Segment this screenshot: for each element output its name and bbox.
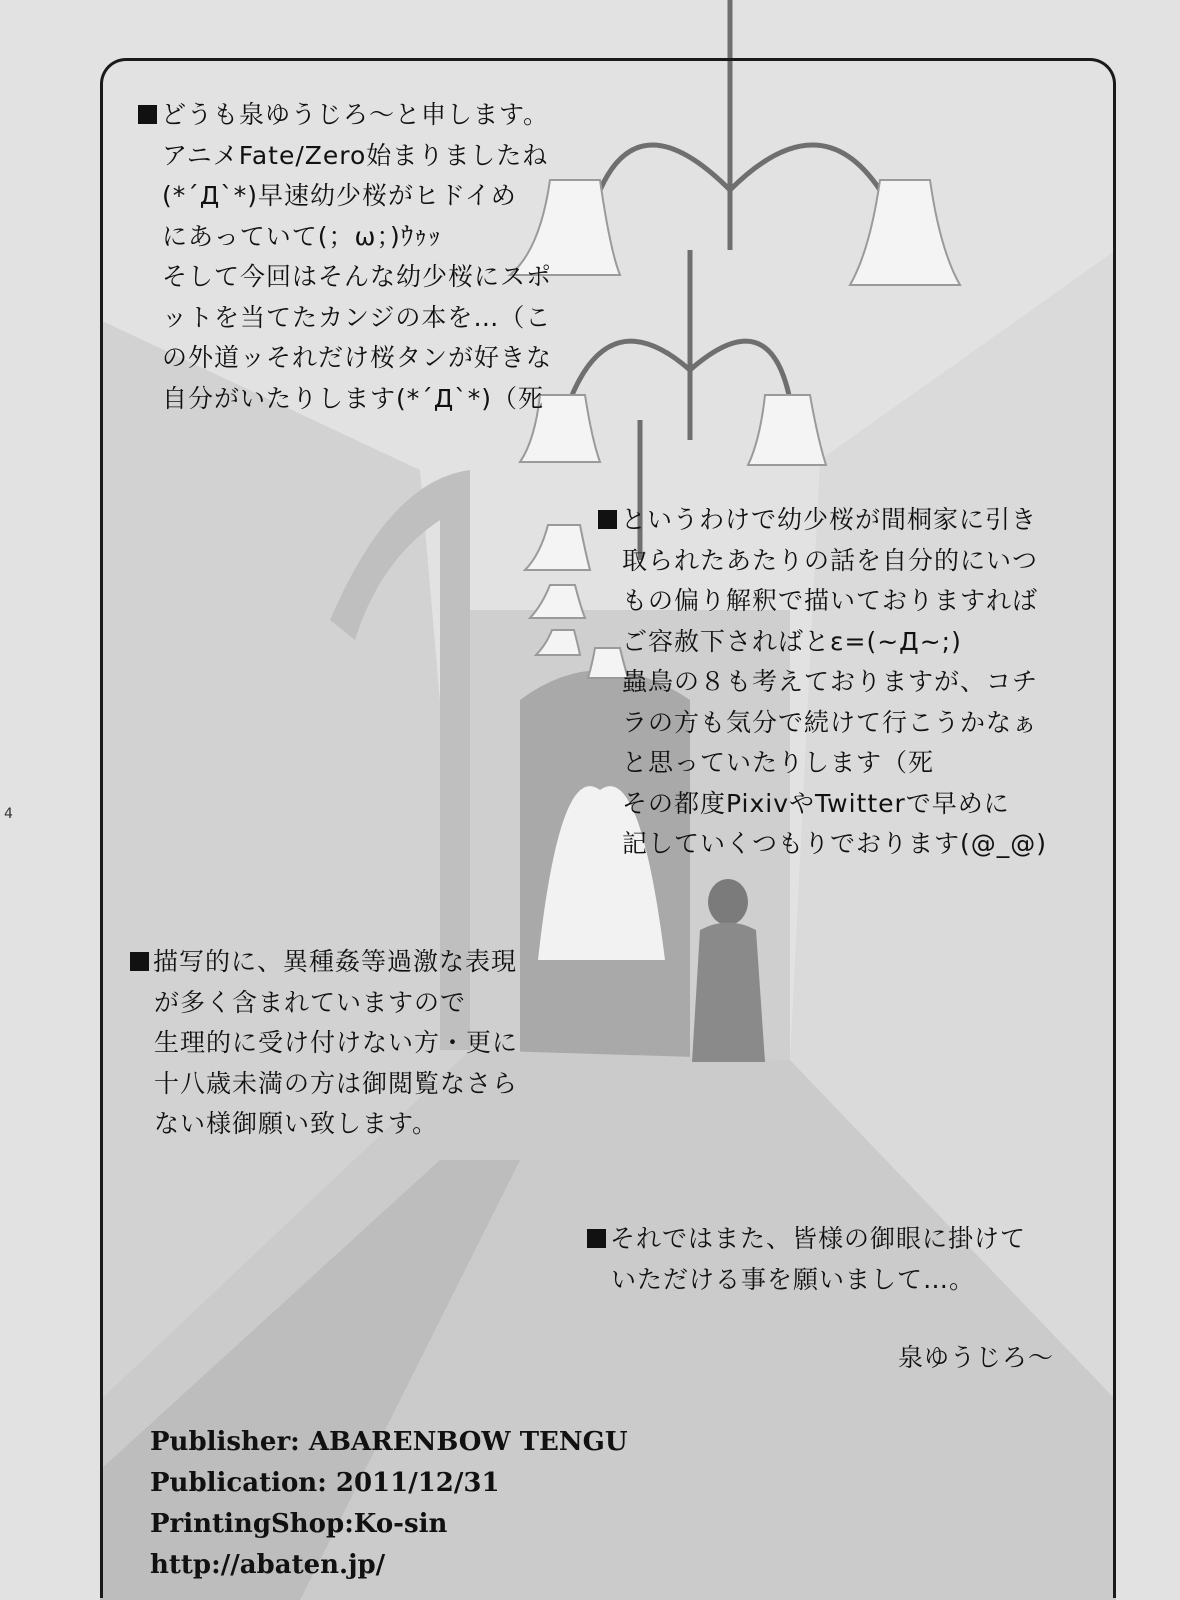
section-line: 十八歳未満の方は御閲覧なさら	[154, 1068, 519, 1098]
section-line: ットを当てたカンジの本を…（こ	[162, 302, 552, 332]
section-line: アニメFate/Zero始まりましたね	[162, 140, 549, 170]
section-line: ラの方も気分で続けて行こうかなぁ	[622, 707, 1039, 737]
section-line: 描写的に、異種姦等過激な表現	[130, 942, 518, 983]
section-line: そして今回はそんな幼少桜にスポ	[162, 262, 553, 291]
section-line: どうも泉ゆうじろ～と申します。	[138, 95, 552, 136]
bullet-square-icon	[138, 105, 157, 124]
section-line: それではまた、皆様の御眼に掛けて	[587, 1219, 1026, 1260]
section-line: 生理的に受け付けない方・更に	[154, 1028, 519, 1057]
section-line: が多く含まれていますので	[154, 987, 467, 1017]
page-number: 4	[4, 806, 13, 822]
section-line: 記していくつもりでおります(@_@)	[622, 829, 1048, 858]
section-line: 自分がいたりします(*´Д`*)（死	[162, 383, 545, 413]
website-url: http://abaten.jp/	[150, 1550, 386, 1580]
section-line: の外道ッそれだけ桜タンが好きな	[162, 343, 553, 372]
section-line: と思っていたりします（死	[622, 748, 935, 777]
section-line: というわけで幼少桜が間桐家に引き	[598, 500, 1047, 541]
section-line: いただける事を願いまして…。	[611, 1264, 976, 1294]
bullet-square-icon	[130, 952, 149, 971]
content-warning-section	[130, 942, 518, 1145]
author-signature: 泉ゆうじろ～	[898, 1343, 1055, 1372]
section-line: ない様御願い致します。	[154, 1109, 439, 1138]
colophon	[150, 1422, 628, 1586]
bullet-square-icon	[598, 510, 617, 529]
section-line: もの偏り解釈で描いておりますれば	[622, 586, 1039, 615]
bullet-square-icon	[587, 1229, 606, 1248]
section-line: その都度PixivやTwitterで早めに	[622, 788, 1010, 818]
publication-date-line: Publication: 2011/12/31	[150, 1468, 500, 1498]
section-line: 蟲鳥の８も考えておりますが、コチ	[622, 667, 1039, 696]
publisher-line: Publisher: ABARENBOW TENGU	[150, 1427, 628, 1457]
closing-section	[587, 1219, 1026, 1300]
section-line: (*´Д`*)早速幼少桜がヒドイめ	[162, 181, 517, 210]
section-line: ご容赦下さればとε=(~Д~;)	[622, 626, 962, 656]
printing-shop-line: PrintingShop:Ko-sin	[150, 1509, 448, 1539]
section-line: 取られたあたりの話を自分的にいつ	[622, 545, 1039, 575]
greeting-section	[138, 95, 552, 419]
section-line: にあっていて(；ω；)ｳｩｯ	[162, 221, 442, 251]
story-note-section	[598, 500, 1047, 865]
